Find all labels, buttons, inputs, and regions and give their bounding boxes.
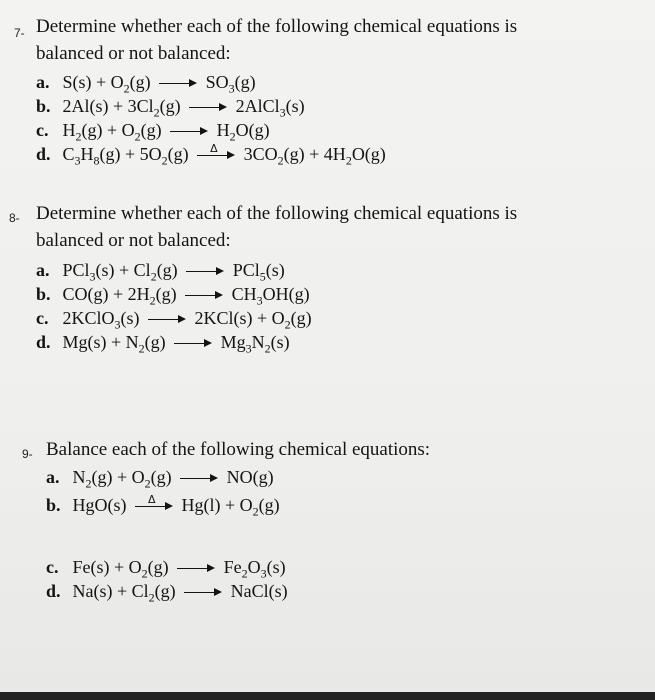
- equation-label: a.: [46, 467, 60, 487]
- equation-9b: b. HgO(s) Δ $Hg(l) + O_2(g)$: [46, 493, 280, 517]
- question-7-number: 7-: [14, 26, 25, 40]
- reaction-arrow-icon: [177, 563, 215, 575]
- equation-7d: d. $C_3H_8(g) + 5O_2(g)$ Δ $3CO_2(g) + 4H_2O(g)$: [36, 142, 386, 166]
- question-8-number: 8-: [9, 211, 20, 225]
- equation-8a: a. $PCl_3(s) + Cl_2(g)$ PCl$_5$(s): [36, 260, 285, 284]
- equation-9c: c. $Fe(s) + O_2(g)$ $Fe_2O_3(s)$: [46, 557, 286, 581]
- question-9-prompt: Balance each of the following chemical equations:: [46, 439, 431, 460]
- equation-label: b.: [36, 96, 51, 116]
- equation-label: a.: [36, 72, 50, 92]
- question-9-number: 9-: [22, 447, 33, 461]
- question-7-prompt-line2: balanced or not balanced:: [36, 43, 231, 64]
- delta-symbol: Δ: [210, 141, 218, 155]
- equation-7a: a. $S(s) + O_2(g)$ $SO_3(g)$: [36, 72, 256, 96]
- reaction-arrow-icon: [148, 314, 186, 326]
- equation-label: d.: [46, 581, 61, 601]
- equation-8b: b. $CO(g) + 2H_2(g)$ $CH_3OH(g)$: [36, 284, 310, 308]
- reaction-arrow-icon: [170, 126, 208, 138]
- question-7-prompt-line1: Determine whether each of the following chemical equations is: [36, 16, 518, 37]
- equation-7b: b. $2Al(s) + 3Cl_2(g)$ 2AlCl$_3$(s): [36, 96, 305, 120]
- equation-label: c.: [36, 308, 49, 328]
- reaction-arrow-icon: [189, 102, 227, 114]
- reaction-arrow-icon: [180, 473, 218, 485]
- screen-bottom-edge: [0, 692, 655, 700]
- equation-9d: d. $Na(s) + Cl_2(g)$ NaCl(s): [46, 581, 288, 605]
- reaction-arrow-icon: [159, 78, 197, 90]
- heated-reaction-arrow-icon: [135, 492, 173, 513]
- equation-label: d.: [36, 144, 51, 164]
- question-8-prompt-line1: Determine whether each of the following chemical equations is: [36, 203, 518, 224]
- delta-symbol: Δ: [148, 492, 156, 506]
- equation-label: a.: [36, 260, 50, 280]
- reaction-arrow-icon: [184, 587, 222, 599]
- equation-label: b.: [46, 495, 61, 515]
- equation-7c: c. $H_2(g) + O_2(g)$ $H_2O(g)$: [36, 120, 270, 144]
- equation-label: d.: [36, 332, 51, 352]
- equation-9a: a. $N_2(g) + O_2(g)$ NO(g): [46, 467, 274, 491]
- equation-label: c.: [46, 557, 59, 577]
- reaction-arrow-icon: [185, 290, 223, 302]
- reaction-arrow-icon: [186, 266, 224, 278]
- equation-8c: c. 2KClO$_3$(s) $2KCl(s) + O_2(g)$: [36, 308, 312, 332]
- equation-label: b.: [36, 284, 51, 304]
- equation-label: c.: [36, 120, 49, 140]
- equation-8d: d. $Mg(s) + N_2(g)$ $Mg_3N_2(s)$: [36, 332, 290, 356]
- heated-reaction-arrow-icon: [197, 141, 235, 162]
- question-8-prompt-line2: balanced or not balanced:: [36, 230, 231, 251]
- reaction-arrow-icon: [174, 338, 212, 350]
